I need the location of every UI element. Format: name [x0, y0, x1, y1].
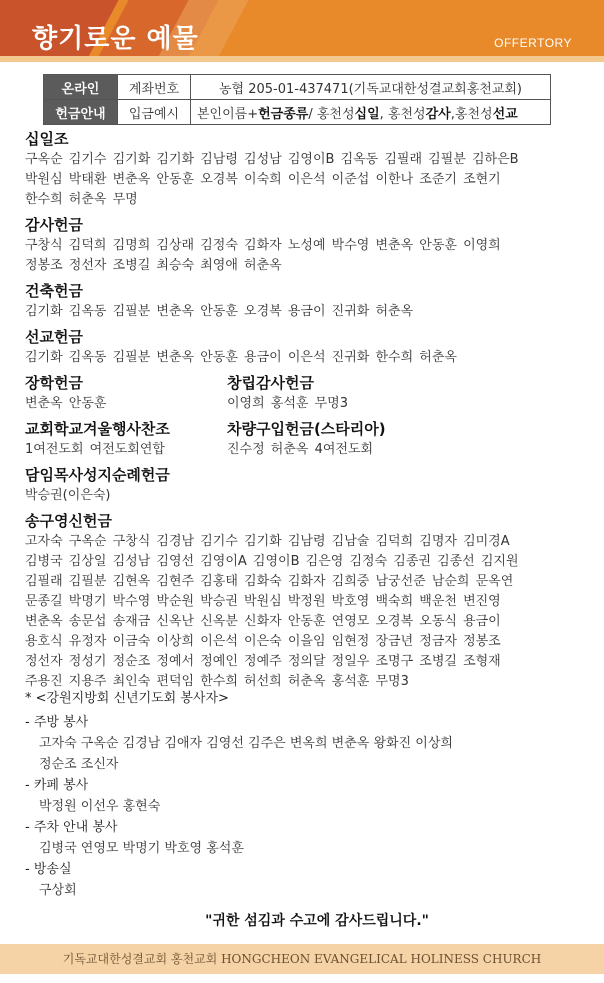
section-title: 십일조 [25, 130, 69, 148]
section-title: 장학헌금 [25, 374, 83, 392]
section-row [25, 418, 585, 460]
example-bold-mission: 선교 [492, 106, 518, 122]
parking-label: - 주차 안내 봉사 [25, 820, 118, 835]
notes-heading: * <강원지방회 신년기도회 봉사자> [25, 691, 229, 706]
section-yearend [25, 510, 585, 692]
page-header [0, 0, 604, 62]
section-title: 송구영신헌금 [25, 512, 112, 530]
names-line: 정선자 정성기 정순조 정예서 정예인 정예주 정의달 정일우 조명구 조병길 조형재 [25, 654, 501, 669]
section-title: 차량구입헌금(스타리아) [227, 420, 386, 438]
section-title: 담임목사성지순례헌금 [25, 466, 170, 484]
names-line: 김필래 김필분 김현옥 김현주 김홍태 김화숙 김화자 김희중 남궁선준 남순희 문옥연 [25, 574, 514, 589]
section-title: 감사헌금 [25, 216, 83, 234]
example-text: / 홍천성 [308, 106, 355, 122]
names-line: 문종길 박명기 박수영 박순원 박승권 박원심 박정원 박호영 백숙희 백운천 변진영 [25, 594, 501, 609]
names-line: 김병국 김상일 김성남 김영선 김영이A 김영이B 김은영 김정숙 김종권 김종선 김지원 [25, 554, 519, 569]
section-title: 창립감사헌금 [227, 374, 314, 392]
page-title: 향기로운 예물 [32, 24, 199, 54]
section-scholarship [25, 372, 227, 414]
names-line: 진수정 허춘옥 4여전도회 [227, 442, 374, 457]
names-line: 이영희 홍석훈 무명3 [227, 396, 348, 411]
online-label: 온라인 [44, 75, 118, 100]
names-line: 한수희 허춘옥 무명 [25, 192, 138, 207]
example-bold-thanks: 감사 [425, 106, 451, 122]
account-label: 계좌번호 [118, 75, 191, 100]
section-title: 선교헌금 [25, 328, 83, 346]
names-line: 김기화 김옥동 김필분 변춘옥 안동훈 용금이 이은석 진귀화 한수희 허춘옥 [25, 350, 457, 365]
section-vehicle [227, 418, 585, 460]
names-line: 변춘옥 송문섭 송재금 신옥난 신옥분 신화자 안동훈 연영모 오경복 오동식 용금이 [25, 614, 501, 629]
example-value [191, 100, 551, 125]
broadcast-names: 구상회 [39, 883, 77, 898]
names-line: 주용진 지용주 최인숙 편덕임 한수희 허선희 허춘옥 홍석훈 무명3 [25, 674, 409, 689]
offering-list [25, 128, 585, 696]
section-building [25, 280, 585, 322]
kitchen-names: 고자숙 구옥순 김경남 김애자 김영선 김주은 변옥희 변춘옥 왕화진 이상희 [39, 736, 453, 751]
section-title: 교회학교겨울행사찬조 [25, 420, 170, 438]
cafe-names: 박정원 이선우 홍현숙 [39, 799, 161, 814]
header-underline [0, 56, 604, 62]
online-offering-table [43, 74, 551, 125]
section-title: 건축헌금 [25, 282, 83, 300]
example-text: , 홍천성 [379, 106, 426, 122]
names-line: 구옥순 김기수 김기화 김기화 김남령 김성남 김영이B 김옥동 김필래 김필분 김하은B [25, 152, 519, 167]
example-prefix: 본인이름+ [197, 106, 259, 122]
names-line: 구창식 김덕희 김명희 김상래 김정숙 김화자 노성예 박수영 변춘옥 안동훈 이영희 [25, 238, 501, 253]
section-pilgrimage [25, 464, 585, 506]
names-line: 박승권(이은숙) [25, 488, 111, 503]
names-line: 1여전도회 여전도회연합 [25, 442, 165, 457]
account-number-text: 농협 205-01-437471(기독교대한성결교회홍천교회) [218, 81, 522, 97]
example-label: 입금예시 [118, 100, 191, 125]
example-text: ,홍천성 [450, 106, 493, 122]
kitchen-names: 정순조 조신자 [39, 757, 119, 772]
section-mission [25, 326, 585, 368]
kitchen-label: - 주방 봉사 [25, 715, 89, 730]
section-row [25, 372, 585, 414]
offering-guide-label: 헌금안내 [44, 100, 118, 125]
cafe-label: - 카페 봉사 [25, 778, 89, 793]
footer-church-name: 기독교대한성결교회 홍천교회 HONGCHEON EVANGELICAL HOLINESS CHURCH [62, 952, 542, 966]
names-line: 정봉조 정선자 조병길 최승숙 최영애 허춘옥 [25, 258, 282, 273]
thanks-message: "귀한 섬김과 수고에 감사드립니다." [205, 913, 429, 929]
names-line: 김기화 김옥동 김필분 변춘옥 안동훈 오경복 용금이 진귀화 허춘옥 [25, 304, 414, 319]
names-line: 변춘옥 안동훈 [25, 396, 107, 411]
names-line: 고자숙 구옥순 구창식 김경남 김기수 김기화 김남령 김남술 김덕희 김명자 김미경A [25, 534, 510, 549]
names-line: 용호식 유정자 이금숙 이상희 이은석 이은숙 이을임 임현정 장금년 정금자 정봉조 [25, 634, 501, 649]
section-founding [227, 372, 585, 414]
page-subtitle: OFFERTORY [494, 36, 572, 50]
example-bold-type: 헌금종류 [258, 106, 309, 122]
section-tithe [25, 128, 585, 210]
parking-names: 김병국 연영모 박명기 박호영 홍석훈 [39, 841, 244, 856]
section-winter [25, 418, 227, 460]
names-line: 박원심 박태환 변춘옥 안동훈 오경복 이숙희 이은석 이준섭 이한나 조준기 조현기 [25, 172, 501, 187]
example-bold-tithe: 십일 [354, 106, 380, 122]
account-value [191, 75, 551, 100]
page-footer [0, 944, 604, 974]
broadcast-label: - 방송실 [25, 862, 72, 877]
volunteer-notes [25, 688, 585, 901]
section-thanks [25, 214, 585, 276]
